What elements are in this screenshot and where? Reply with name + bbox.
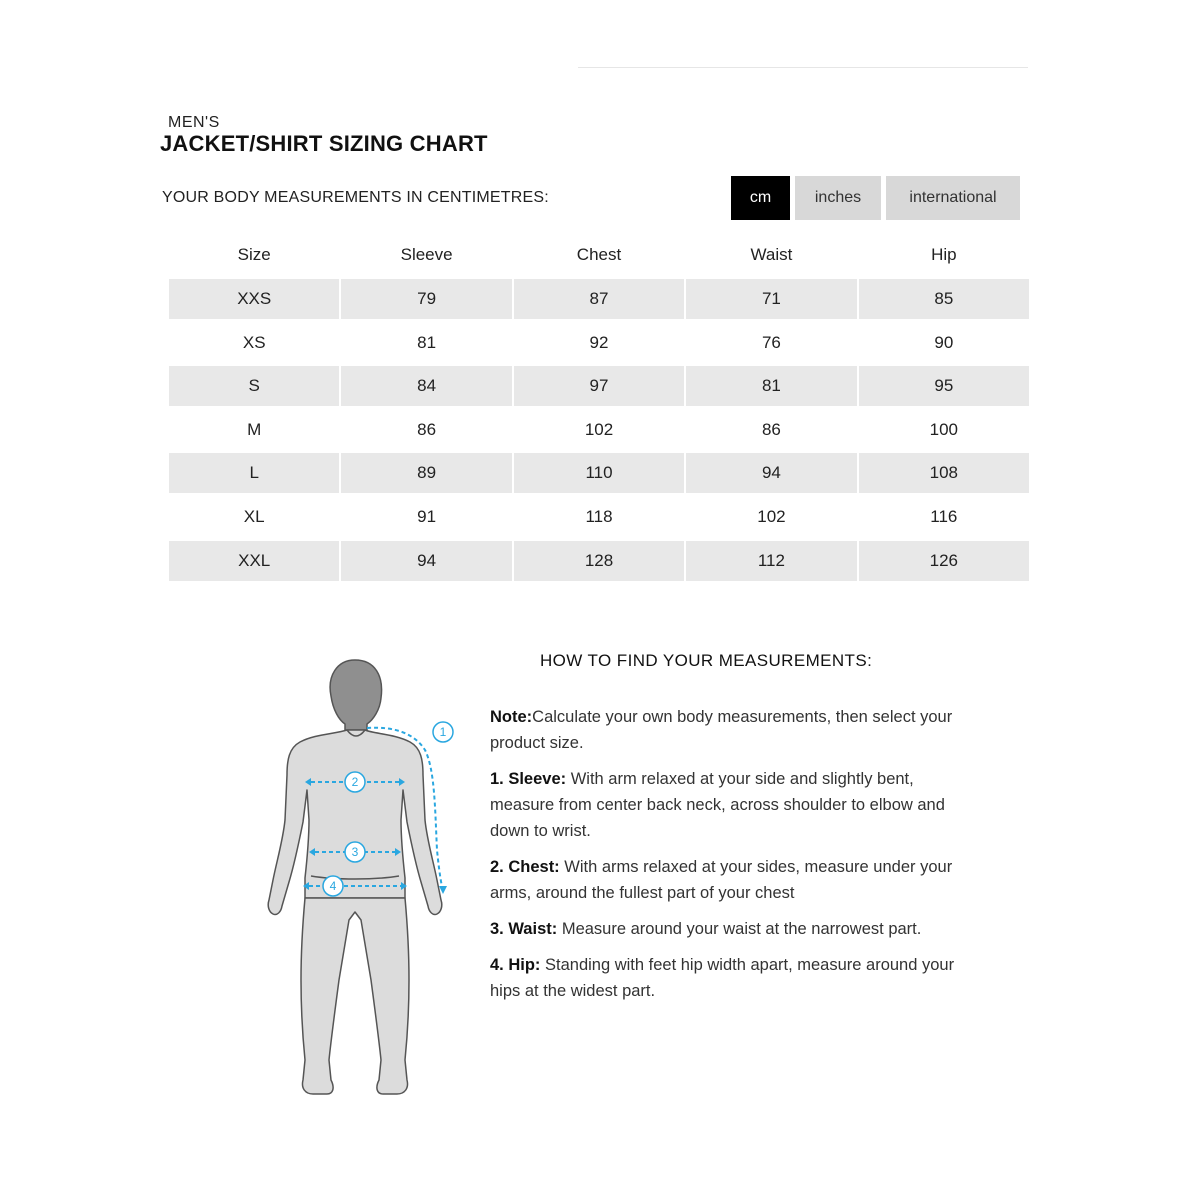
hip-cell: 90 — [934, 332, 954, 352]
tab-international[interactable]: international — [886, 176, 1020, 220]
table-row — [169, 323, 1029, 363]
size-cell: L — [169, 453, 339, 493]
note-paragraph — [490, 704, 960, 756]
table-row — [169, 366, 1029, 406]
hip-cell: 116 — [930, 506, 958, 526]
column-header-sleeve: Sleeve — [400, 245, 453, 264]
chest-cell: 102 — [584, 419, 614, 439]
hip-cell: 108 — [859, 453, 1029, 493]
table-row — [169, 410, 1029, 450]
howto-title: HOW TO FIND YOUR MEASUREMENTS: — [540, 651, 873, 670]
chest-cell: 87 — [514, 279, 684, 319]
size-cell: XL — [243, 506, 265, 526]
chest-cell: 118 — [585, 506, 613, 526]
size-table — [169, 235, 1029, 584]
instruction-text: With arm relaxed at your side and slightly bent, measure from center back neck, across shoulder to elbow and down to wrist. — [490, 770, 945, 840]
table-header-row — [169, 235, 1029, 275]
instruction-text: With arms relaxed at your sides, measure under your arms, around the fullest part of your chest — [490, 858, 953, 902]
hip-cell: 95 — [859, 366, 1029, 406]
column-header-chest: Chest — [576, 245, 622, 264]
top-divider — [578, 67, 1028, 68]
marker-3-label: 3 — [351, 845, 359, 859]
marker-4-label: 4 — [329, 879, 337, 893]
units-caption: YOUR BODY MEASUREMENTS IN CENTIMETRES: — [162, 189, 549, 206]
body-figure-illustration — [255, 650, 465, 1110]
table-row — [169, 541, 1029, 581]
marker-1-label: 1 — [439, 725, 447, 739]
hip-cell: 85 — [859, 279, 1029, 319]
note-text: Calculate your own body measurements, then select your product size. — [490, 708, 953, 752]
table-row — [169, 453, 1029, 493]
chest-cell: 97 — [514, 366, 684, 406]
instruction-label: 4. Hip: — [490, 956, 541, 974]
instruction-text: Standing with feet hip width apart, measure around your hips at the widest part. — [490, 956, 955, 1000]
column-header-waist: Waist — [750, 245, 793, 264]
chest-cell: 92 — [589, 332, 609, 352]
table-row — [169, 497, 1029, 537]
waist-cell: 94 — [686, 453, 856, 493]
note-label: Note: — [490, 708, 533, 726]
chest-cell: 128 — [514, 541, 684, 581]
sleeve-cell: 79 — [341, 279, 511, 319]
column-header-size: Size — [237, 245, 271, 264]
waist-cell: 81 — [686, 366, 856, 406]
size-cell: S — [169, 366, 339, 406]
sleeve-cell: 91 — [417, 506, 437, 526]
instruction-label: 2. Chest: — [490, 858, 560, 876]
instruction-sleeve — [490, 766, 960, 844]
table-row — [169, 279, 1029, 319]
hip-cell: 126 — [859, 541, 1029, 581]
instruction-text: Measure around your waist at the narrowest part. — [557, 920, 922, 938]
size-cell: M — [247, 419, 262, 439]
waist-cell: 86 — [761, 419, 781, 439]
sleeve-cell: 94 — [341, 541, 511, 581]
tab-inches[interactable]: inches — [795, 176, 881, 220]
measurement-instructions — [490, 704, 960, 1014]
size-cell: XXS — [169, 279, 339, 319]
instruction-label: 1. Sleeve: — [490, 770, 567, 788]
waist-cell: 112 — [686, 541, 856, 581]
hip-cell: 100 — [929, 419, 959, 439]
page-title: JACKET/SHIRT SIZING CHART — [160, 131, 488, 156]
tab-cm[interactable]: cm — [731, 176, 790, 220]
size-cell: XS — [242, 332, 266, 352]
instruction-waist — [490, 916, 960, 942]
size-cell: XXL — [169, 541, 339, 581]
marker-2-label: 2 — [351, 775, 359, 789]
chest-cell: 110 — [514, 453, 684, 493]
column-header-hip: Hip — [931, 245, 957, 264]
instruction-hip — [490, 952, 960, 1004]
sleeve-cell: 81 — [417, 332, 437, 352]
body-figure — [255, 650, 465, 1110]
instruction-label: 3. Waist: — [490, 920, 558, 938]
sleeve-cell: 84 — [341, 366, 511, 406]
sleeve-cell: 89 — [341, 453, 511, 493]
waist-cell: 102 — [757, 506, 786, 526]
sleeve-cell: 86 — [417, 419, 437, 439]
instruction-chest — [490, 854, 960, 906]
waist-cell: 76 — [761, 332, 781, 352]
page-subtitle: MEN'S — [168, 114, 220, 131]
waist-cell: 71 — [686, 279, 856, 319]
